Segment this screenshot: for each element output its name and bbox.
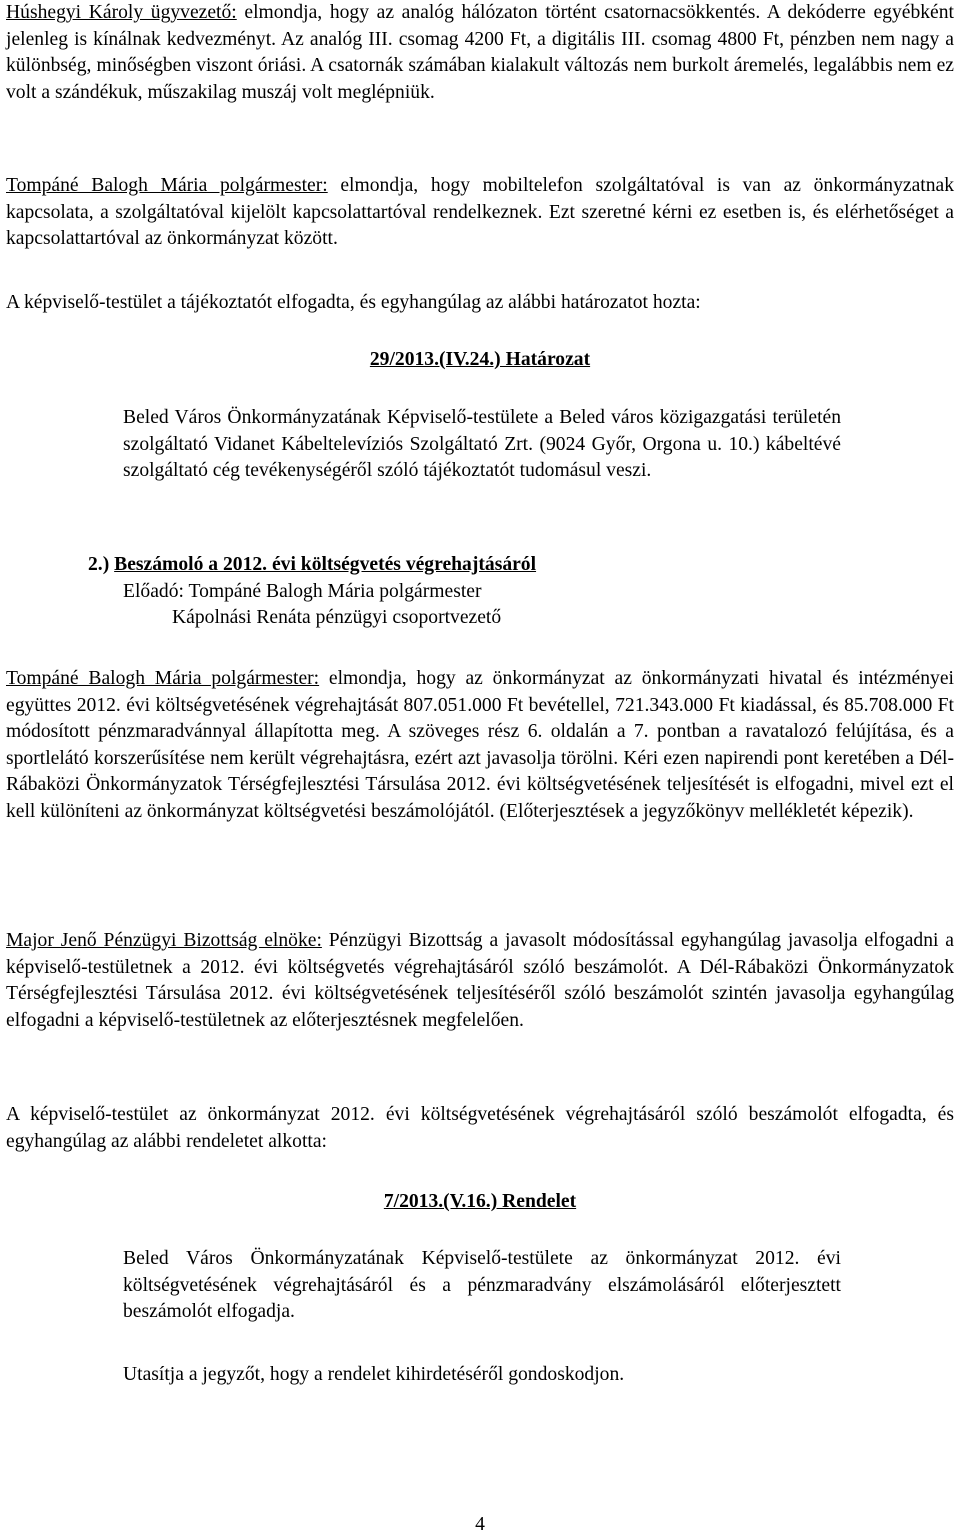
paragraph-tompane-1 (6, 173, 954, 253)
resolution-title-block (6, 347, 954, 374)
presenter-2: Kápolnási Renáta pénzügyi csoportvezető (172, 607, 502, 629)
decree-title-block (6, 1189, 954, 1216)
paragraph-text: Pénzügyi Bizottság a javasolt módosítással egyhangúlag javasolja elfogadni a képviselő-testületnek a 2012. évi költségvetés végrehajtásáról szóló beszámolót. A Dél-Rábaközi Önkormányzatok Térségfejlesztési Társulása 2012. évi költségvetésének teljesítéséről szóló beszámolót szintén javasolja egyhangúlag elfogadni a képviselő-testületnek az előterjesztésnek megfelelően. (6, 930, 955, 1031)
speaker-name: Tompáné Balogh Mária polgármester: (6, 668, 320, 689)
presenter-label: Előadó: (123, 580, 184, 602)
speaker-name: Húshegyi Károly ügyvezető: (6, 2, 237, 23)
page-number: 4 (475, 1514, 485, 1535)
decree-text: Beled Város Önkormányzatának Képviselő-testülete az önkormányzat 2012. évi költségvetésének végrehajtásáról és a pénzmaradvány elszámolásáról előterjesztett beszámolót elfogadja. (123, 1248, 841, 1323)
paragraph-text: elmondja, hogy az önkormányzat az önkormányzati hivatal és intézményei együttes 2012. évi költségvetésének végrehajtását 807.051.000 Ft bevétellel, 721.343.000 Ft kiadással, és 85.708.000 Ft módosított pénzmaradvánnyal állapította meg. A szöveges rész 6. oldalán a 7. pontban a ravatalozó felújítása, és a sportlelátó korszerűsítése nem került végrehajtásra, ezért azt javasolja törölni. Kéri ezen napirendi pont keretében a Dél-Rábaközi Önkormányzatok Térségfejlesztési Társulása 2012. évi költségvetésének teljesítését is elfogadni, mivel ezt el kell különíteni az önkormányzat költségvetési beszámolójától. (Előterjesztések a jegyzőkönyv mellékletét képezik). (6, 668, 954, 822)
paragraph-text: elmondja, hogy az analóg hálózaton történt csatornacsökkentés. A dekóderre egyébként jelenleg is kínálnak kedvezményt. Az analóg III. csomag 4200 Ft, a digitális III. csomag 4800 Ft, pénzben nem nagy a különbség, minőségben viszont óriási. A csatornák számában kialakult változás nem burkolt áremelés, legalábbis nem ez volt a szándékuk, műszakilag muszáj volt meglépniük. (6, 2, 954, 103)
decree-text-2: Utasítja a jegyzőt, hogy a rendelet kihirdetéséről gondoskodjon. (123, 1364, 625, 1385)
speaker-name: Tompáné Balogh Mária polgármester: (6, 175, 328, 196)
paragraph-decree-intro (6, 1102, 954, 1155)
paragraph-text: A képviselő-testület az önkormányzat 2012. évi költségvetésének végrehajtásáról szóló beszámolót elfogadta, és egyhangúlag az alábbi rendeletet alkotta: (6, 1104, 954, 1152)
paragraph-tompane-2 (6, 666, 954, 826)
paragraph-text: A képviselő-testület a tájékoztatót elfogadta, és egyhangúlag az alábbi határozatot hozta: (6, 292, 701, 313)
agenda-number: 2.) (88, 554, 110, 575)
presenter-1: Tompáné Balogh Mária polgármester (188, 580, 482, 602)
paragraph-decision-intro (6, 290, 954, 317)
agenda-item-2 (88, 552, 841, 632)
resolution-body (123, 405, 841, 485)
paragraph-text: elmondja, hogy mobiltelefon szolgáltatóval is van az önkormányzatnak kapcsolata, a szolgáltatóval kijelölt kapcsolattartóval rendelkeznek. Ezt szeretné kérni ez esetben is, és elérhetőséget a kapcsolattartóval az önkormányzat között. (6, 175, 954, 250)
speaker-name: Major Jenő Pénzügyi Bizottság elnöke: (6, 930, 322, 951)
paragraph-hushegyi (6, 0, 954, 106)
resolution-text: Beled Város Önkormányzatának Képviselő-testülete a Beled város közigazgatási területén szolgáltató Vidanet Kábeltelevíziós Szolgáltató Zrt. (9024 Győr, Orgona u. 10.) kábeltévé szolgáltató cég tevékenységéről szóló tájékoztatót tudomásul veszi. (123, 407, 841, 482)
decree-title: 7/2013.(V.16.) Rendelet (383, 1191, 577, 1212)
agenda-title: Beszámoló a 2012. évi költségvetés végrehajtásáról (114, 554, 537, 575)
resolution-title: 29/2013.(IV.24.) Határozat (369, 349, 591, 370)
paragraph-major (6, 928, 954, 1034)
decree-body (123, 1246, 841, 1326)
decree-instruction (123, 1362, 841, 1389)
